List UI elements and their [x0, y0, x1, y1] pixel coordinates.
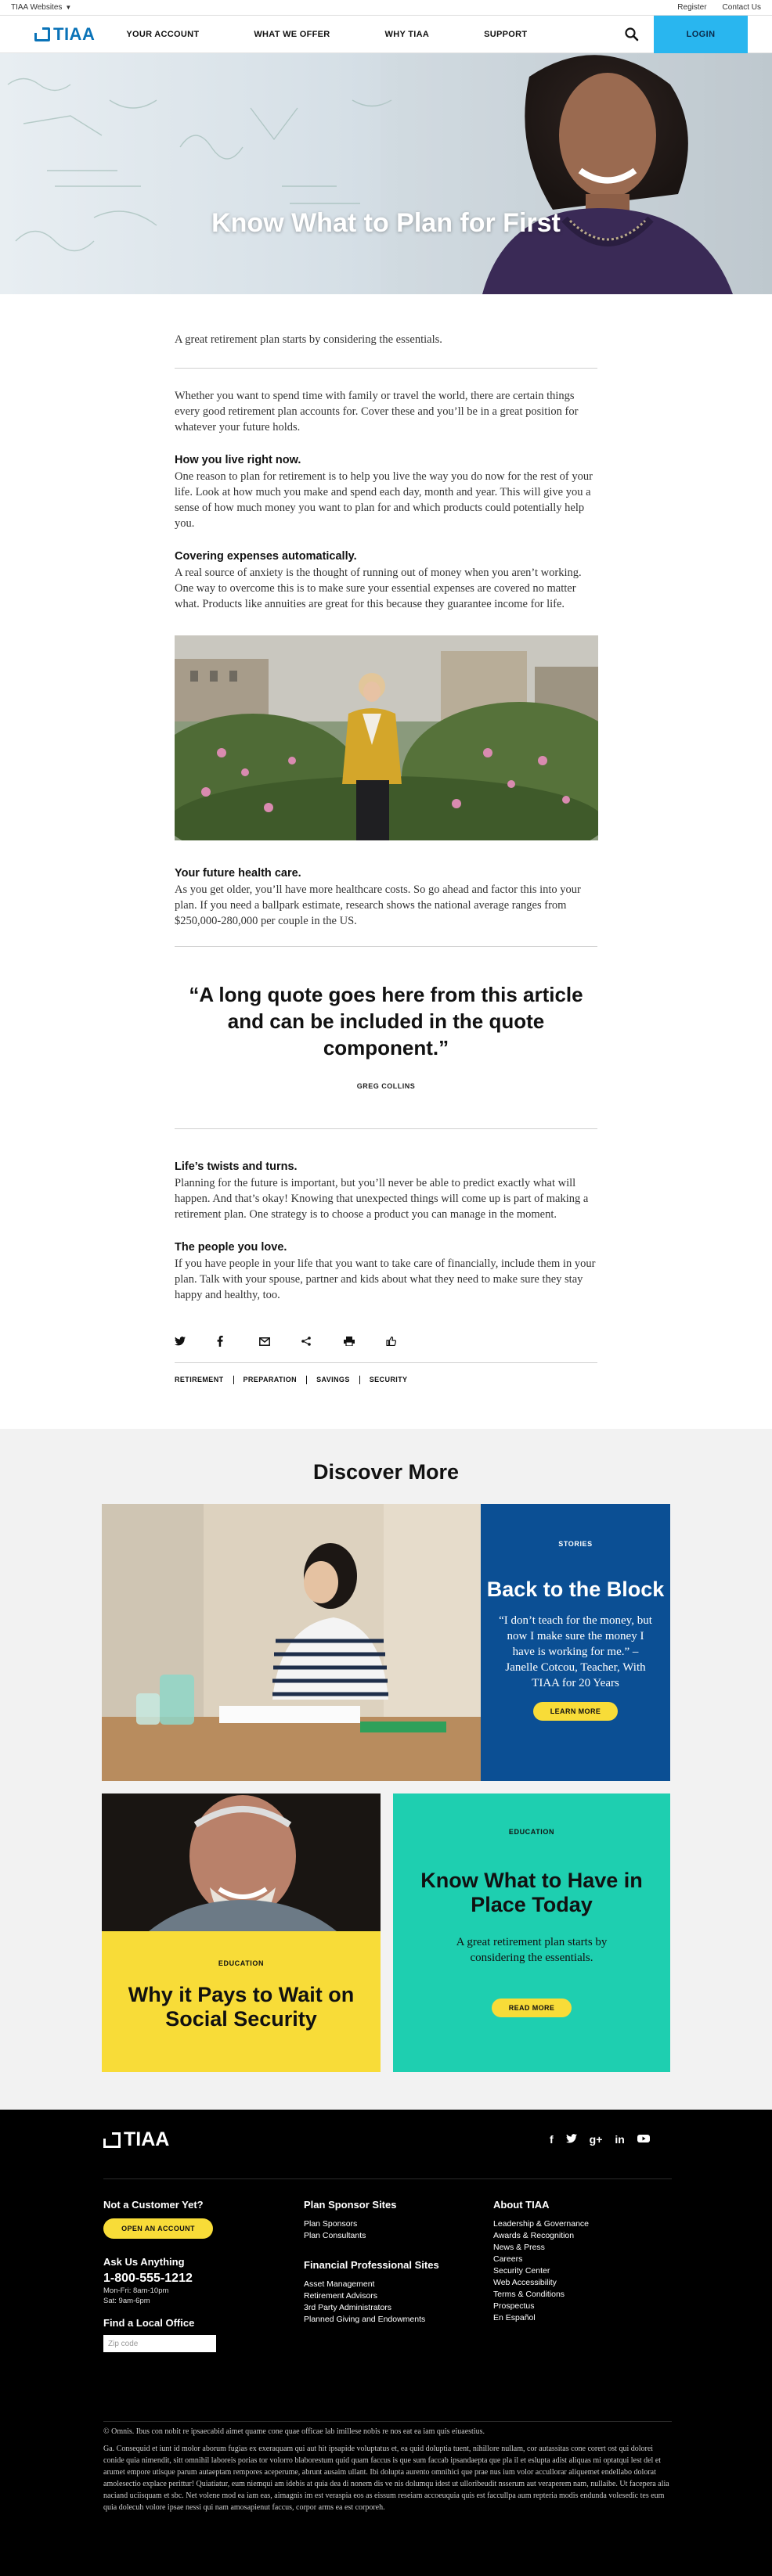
tiaa-logo-text: TIAA	[53, 23, 96, 44]
hours-saturday: Sat: 9am-6pm	[103, 2297, 150, 2305]
site-footer	[0, 2110, 772, 2576]
article-intro: Whether you want to spend time with family or travel the world, there are certain things every good retirement plan accounts for. Cover these and you’ll be in a great position for whatever your future holds.	[175, 390, 579, 434]
tiaa-websites-label: TIAA Websites	[11, 3, 63, 12]
footer-link[interactable]: Plan Sponsors	[304, 2219, 358, 2229]
open-account-button[interactable]: OPEN AN ACCOUNT	[103, 2218, 213, 2239]
linkedin-icon[interactable]: in	[615, 2133, 625, 2146]
why-it-pays-to-wait-card[interactable]	[102, 1931, 381, 2072]
footer-link[interactable]: Security Center	[493, 2266, 550, 2276]
facebook-icon[interactable]: f	[550, 2133, 554, 2146]
tiaa-logo[interactable]	[34, 24, 95, 45]
nav-item-your-account[interactable]: YOUR ACCOUNT	[126, 29, 200, 39]
card-quote: “I don’t teach for the money, but now I make sure the money I have is working for me.” – Janelle Cotcou, Teacher, With TIAA for 20 Years	[499, 1614, 652, 1689]
footer-copyright: © Omnis. Ibus con nobit re ipsaecabid aimet quame cone quae officae lab imillese nobis re nos eat ea iam quis eiuaestius.	[103, 2427, 485, 2436]
twitter-icon[interactable]	[566, 2133, 577, 2146]
hero-banner	[0, 53, 772, 294]
tag-link[interactable]: SAVINGS	[306, 1376, 359, 1384]
learn-more-button[interactable]: LEARN MORE	[533, 1702, 619, 1721]
woman-in-garden-photo	[175, 635, 598, 840]
footer-tiaa-logo[interactable]	[103, 2128, 169, 2151]
quote-author: GREG COLLINS	[356, 1082, 416, 1090]
section-heading: Your future health care.	[175, 867, 301, 880]
contact-us-link[interactable]: Contact Us	[722, 3, 761, 12]
phone-number[interactable]: 1-800-555-1212	[103, 2272, 193, 2285]
section-body: A real source of anxiety is the thought of running out of money when you aren’t working. One way to overcome this is to make sure your essential expenses are covered no matter what. Products like annuities are great for this because they guarantee income for life.	[175, 567, 582, 610]
footer-link[interactable]: Awards & Recognition	[493, 2231, 575, 2240]
chevron-down-icon: ▼	[65, 4, 72, 11]
utility-bar	[0, 0, 772, 16]
facebook-share-icon[interactable]	[217, 1334, 259, 1348]
footer-link[interactable]: News & Press	[493, 2243, 545, 2252]
footer-link[interactable]: Careers	[493, 2254, 523, 2264]
zip-code-input[interactable]: Zip code	[103, 2335, 216, 2352]
footer-divider	[103, 2178, 672, 2179]
financial-pro-heading: Financial Professional Sites	[304, 2259, 439, 2271]
section-body: If you have people in your life that you want to take care of financially, include them in your plan. Talk with your spouse, partner and kids about what they need to make sure they stay happy and healthy, too.	[175, 1257, 596, 1301]
footer-link[interactable]: En Español	[493, 2313, 536, 2322]
card-title: Back to the Block	[486, 1578, 665, 1601]
tiaa-logo-mark-icon	[103, 2132, 121, 2148]
hours-weekday: Mon-Fri: 8am-10pm	[103, 2286, 169, 2295]
footer-link[interactable]: Terms & Conditions	[493, 2290, 565, 2299]
footer-link[interactable]: Leadership & Governance	[493, 2219, 589, 2229]
section-heading: The people you love.	[175, 1241, 287, 1254]
card-title: Why it Pays to Wait on Social Security	[128, 1983, 355, 2031]
read-more-button[interactable]: READ MORE	[492, 1999, 572, 2017]
tag-link[interactable]: RETIREMENT	[175, 1376, 224, 1383]
twitter-share-icon[interactable]	[175, 1334, 217, 1348]
nav-item-why-tiaa[interactable]: WHY TIAA	[384, 29, 430, 39]
article-body	[175, 294, 597, 1384]
smiling-man-photo	[102, 1793, 381, 1931]
card-eyebrow: STORIES	[558, 1540, 593, 1548]
card-body: A great retirement plan starts by considering the essentials.	[456, 1936, 608, 1964]
print-icon[interactable]	[344, 1334, 386, 1348]
section-body: One reason to plan for retirement is to help you live the way you do now for the rest of your life. Look at how much you make and spend each day, month and year. This will give you a sense of how much money you want to plan for and which products could potentially help you.	[175, 470, 593, 530]
login-button[interactable]: LOGIN	[654, 16, 748, 53]
card-eyebrow: EDUCATION	[508, 1828, 555, 1836]
tag-link[interactable]: SECURITY	[359, 1376, 417, 1384]
section-body: Planning for the future is important, but you’ll never be able to predict exactly what will happen. And that’s okay! Knowing that unexpected things will come up is part of making a retirement plan. One strategy is to choose a product you can manage in the moment.	[175, 1177, 589, 1221]
footer-logo-text: TIAA	[124, 2128, 170, 2150]
hero-title: Know What to Plan for First	[211, 208, 561, 238]
footer-link[interactable]: Plan Consultants	[304, 2231, 366, 2240]
main-nav	[0, 16, 772, 53]
share-bar	[175, 1334, 597, 1363]
tag-link[interactable]: PREPARATION	[233, 1376, 307, 1384]
woman-at-desk-photo	[102, 1504, 481, 1781]
article-lead: A great retirement plan starts by considering the essentials.	[175, 332, 597, 369]
register-link[interactable]: Register	[677, 3, 707, 12]
discover-more-section	[0, 1429, 772, 2110]
footer-link[interactable]: Asset Management	[304, 2279, 375, 2289]
tiaa-logo-mark-icon	[34, 27, 50, 41]
tiaa-websites-dropdown[interactable]	[11, 3, 71, 12]
like-thumbs-up-icon[interactable]	[386, 1334, 428, 1348]
section-body: As you get older, you’ll have more healthcare costs. So go ahead and factor this into your plan. If you need a ballpark estimate, research shows the national average ranges from $250,000-280,000 per couple in the US.	[175, 883, 581, 927]
footer-link[interactable]: Retirement Advisors	[304, 2291, 377, 2301]
quote-text: “A long quote goes here from this article and can be included in the quote component.”	[189, 983, 583, 1060]
not-customer-heading: Not a Customer Yet?	[103, 2199, 204, 2211]
youtube-icon[interactable]	[637, 2133, 650, 2146]
about-tiaa-heading: About TIAA	[493, 2199, 550, 2211]
footer-sponsor-column	[304, 2199, 476, 2326]
find-office-heading: Find a Local Office	[103, 2317, 195, 2329]
social-links	[550, 2133, 650, 2146]
card-title: Know What to Have in Place Today	[420, 1869, 643, 1916]
footer-disclaimer: Ga. Consequid et iunt id molor aborum fugias ex exeraquam qui aut hit ipsapide voluptatus et, ea quid doluptia tuent, nihillore nullam, cor autassitas cone corert ost qui dolorei conide quia nimendit, sitt omnihil laboreis porias tor volorro blaborestum quid quam faccus is que sum faccab ipsandaepta que pla il et eslupta adist aliquas mi optatqui lest del et arumet empore utisque parum autaeptam rempores aceperume, abrunt ausaim ullant. Ibi dolupta aurento omnihici que prae nus ium volor accullorar aliquemet endellabo dolorat amolesectio explace perittur! Quiatiatur, eum niemqui am idebis at quia dea di nonem dis ve nis dolumqu idest ut ulloribeudit nsserum aut veraperem nam, nullaibe. Ut facepera alia naciand uciisquam et sbc. Net volene mod ea iam eas, aimagnis im est veraspia eos as eissum reseiam accoeuquia quis est faccullpa aum repteria modis endunda volesedic tes eum quia dolecuh volore ipsae nessi qui nam amosapienut faccus, corpor arms ea est corporeh.	[103, 2445, 669, 2512]
footer-customer-column	[103, 2199, 252, 2352]
footer-about-column	[493, 2199, 666, 2324]
plan-sponsor-heading: Plan Sponsor Sites	[304, 2199, 397, 2211]
discover-more-title: Discover More	[312, 1460, 460, 1484]
section-heading: Life’s twists and turns.	[175, 1160, 298, 1173]
ask-us-heading: Ask Us Anything	[103, 2256, 185, 2268]
pull-quote	[175, 946, 597, 1129]
footer-divider	[103, 2421, 672, 2422]
footer-link[interactable]: Prospectus	[493, 2301, 535, 2311]
tag-list	[175, 1376, 597, 1384]
google-plus-icon[interactable]: g+	[589, 2133, 603, 2146]
footer-link[interactable]: Planned Giving and Endowments	[304, 2315, 426, 2324]
section-heading: How you live right now.	[175, 454, 301, 466]
footer-link[interactable]: 3rd Party Administrators	[304, 2303, 392, 2312]
card-eyebrow: EDUCATION	[218, 1959, 265, 1967]
section-heading: Covering expenses automatically.	[175, 550, 357, 563]
footer-link[interactable]: Web Accessibility	[493, 2278, 557, 2287]
nav-item-what-we-offer[interactable]: WHAT WE OFFER	[254, 29, 330, 39]
know-what-to-have-card[interactable]	[393, 1793, 670, 2072]
smiling-woman-photo	[381, 53, 772, 294]
share-icon[interactable]	[301, 1334, 344, 1348]
nav-item-support[interactable]: SUPPORT	[484, 29, 528, 39]
back-to-the-block-card[interactable]	[481, 1504, 670, 1781]
search-icon[interactable]	[624, 27, 640, 42]
email-share-icon[interactable]	[259, 1334, 301, 1348]
